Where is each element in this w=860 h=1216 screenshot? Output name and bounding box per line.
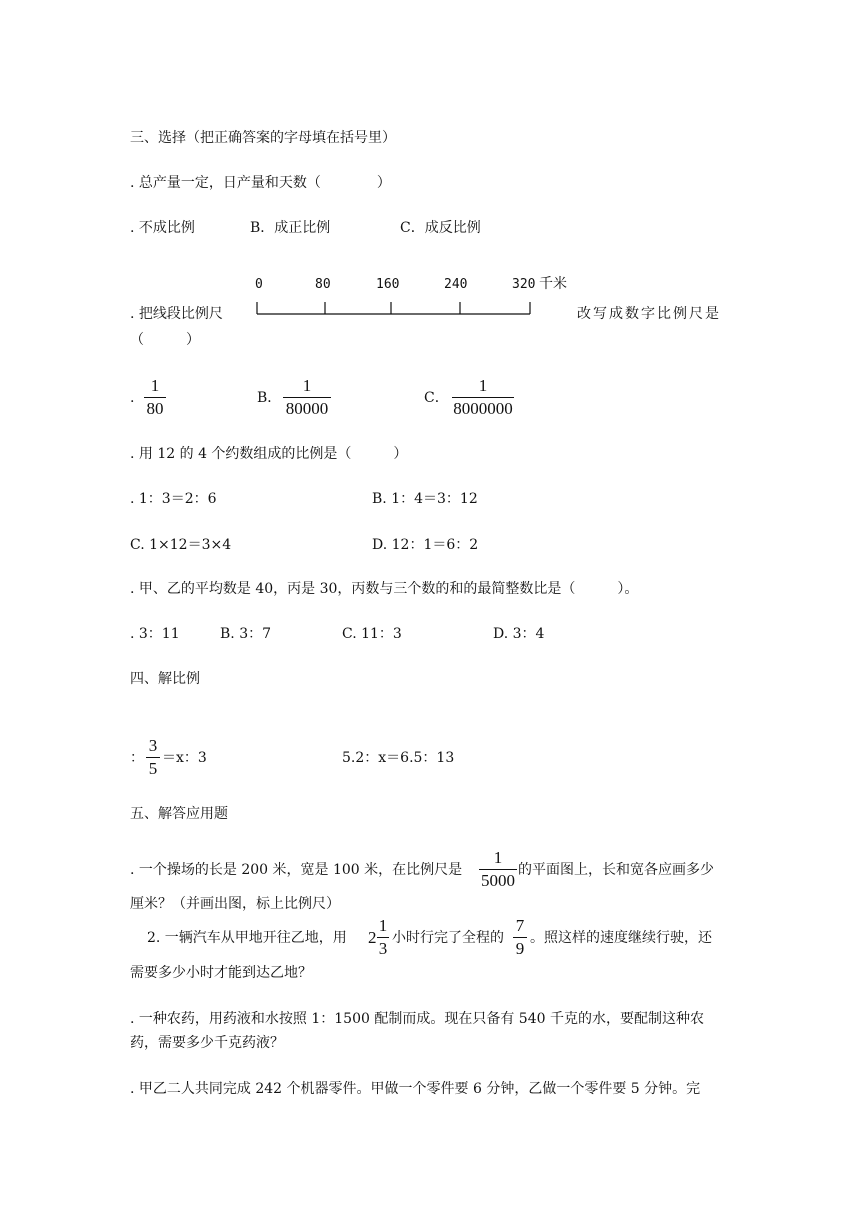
fraction-denominator: 8000000 <box>453 399 513 418</box>
q2-option-c-fraction <box>452 376 514 419</box>
word-q3-line1: . 一种农药，用药液和水按照 1：1500 配制而成。现在只备有 540 千克的水，要配制这种农 <box>130 1011 704 1027</box>
word-q1-line1a: . 一个操场的长是 200 米，宽是 100 米，在比例尺是 <box>130 862 463 878</box>
q1-option-c: C．成反比例 <box>400 220 481 236</box>
scale-label-240: 240 <box>444 277 468 292</box>
fraction-denominator: 80 <box>146 399 164 418</box>
line-segment-scale <box>255 274 567 324</box>
section5-title: 五、解答应用题 <box>130 806 228 822</box>
q2-paren: （ ） <box>130 332 200 348</box>
fraction-denominator: 5000 <box>481 871 515 890</box>
section3-title: 三、选择（把正确答案的字母填在括号里） <box>130 130 396 146</box>
fraction-numerator: 1 <box>478 376 488 395</box>
q2-stem-right: 改写成数字比例尺是 <box>577 306 721 322</box>
word-q2-line2: 需要多少小时才能到达乙地？ <box>130 965 312 981</box>
q1-option-a: . 不成比例 <box>130 220 195 236</box>
word-q1-line2: 厘米？（并画出图，标上比例尺） <box>130 896 340 912</box>
fraction-numerator: 7 <box>515 916 525 935</box>
q4-option-d: D. 3：4 <box>493 626 545 642</box>
proportion1-rest: ＝x：3 <box>162 750 207 766</box>
q3-option-b: B. 1：4＝3：12 <box>372 491 478 507</box>
q2-option-a-prefix: . <box>130 390 135 406</box>
q2-option-a-fraction <box>144 376 166 419</box>
q2-option-c-prefix: C． <box>424 390 449 406</box>
fraction-numerator: 1 <box>493 848 503 867</box>
word-q2-mixed-fraction <box>377 916 389 959</box>
word-q1-line1b: 的平面图上，长和宽各应画多少 <box>518 862 714 878</box>
word-q2-part-a: 2. 一辆汽车从甲地开往乙地，用 <box>147 930 347 946</box>
word-q3-line2: 药，需要多少千克药液？ <box>130 1035 284 1051</box>
word-q2-part-b: 小时行完了全程的 <box>392 930 504 946</box>
q2-stem-left: . 把线段比例尺 <box>130 306 223 322</box>
fraction-denominator: 3 <box>378 939 388 958</box>
word-q4-line1: . 甲乙二人共同完成 242 个机器零件。甲做一个零件要 6 分钟，乙做一个零件要 5 分钟。完 <box>130 1081 701 1097</box>
fraction-numerator: 3 <box>148 736 158 755</box>
scale-label-160: 160 <box>376 277 400 292</box>
fraction-denominator: 5 <box>148 759 158 778</box>
word-q2-fraction <box>513 916 527 959</box>
q1-option-b: B．成正比例 <box>250 220 331 236</box>
q2-option-b-fraction <box>283 376 331 419</box>
section4-title: 四、解比例 <box>130 671 200 687</box>
word-q2-part-c: 。照这样的速度继续行驶，还 <box>530 930 712 946</box>
word-q2-mixed-whole: 2 <box>368 928 377 947</box>
fraction-denominator: 9 <box>515 939 525 958</box>
scale-label-80: 80 <box>315 277 331 292</box>
q3-stem: . 用 12 的 4 个约数组成的比例是（ ） <box>130 446 408 462</box>
fraction-numerator: 1 <box>378 916 388 935</box>
proportion2: 5.2：x＝6.5：13 <box>342 750 455 766</box>
fraction-numerator: 1 <box>302 376 312 395</box>
q3-option-a: . 1：3＝2：6 <box>130 491 217 507</box>
q3-option-c: C. 1×12＝3×4 <box>130 537 232 553</box>
fraction-numerator: 1 <box>150 376 160 395</box>
word-q1-scale-fraction <box>479 848 517 891</box>
q4-option-b: B. 3：7 <box>220 626 272 642</box>
scale-label-0: 0 <box>255 277 263 292</box>
q1-stem: . 总产量一定，日产量和天数（ ） <box>130 175 391 191</box>
fraction-denominator: 80000 <box>285 399 329 418</box>
q4-stem: . 甲、乙的平均数是 40，丙是 30，丙数与三个数的和的最简整数比是（ ）。 <box>130 581 639 597</box>
q3-option-d: D. 12：1＝6：2 <box>372 537 479 553</box>
q4-option-a: . 3：11 <box>130 626 180 642</box>
scale-label-320: 320 <box>512 277 536 292</box>
scale-unit: 千米 <box>539 276 567 292</box>
q2-option-b-prefix: B． <box>257 390 282 406</box>
proportion1-fraction <box>146 736 160 779</box>
proportion1-prefix: ： <box>130 750 144 766</box>
q4-option-c: C. 11：3 <box>342 626 402 642</box>
